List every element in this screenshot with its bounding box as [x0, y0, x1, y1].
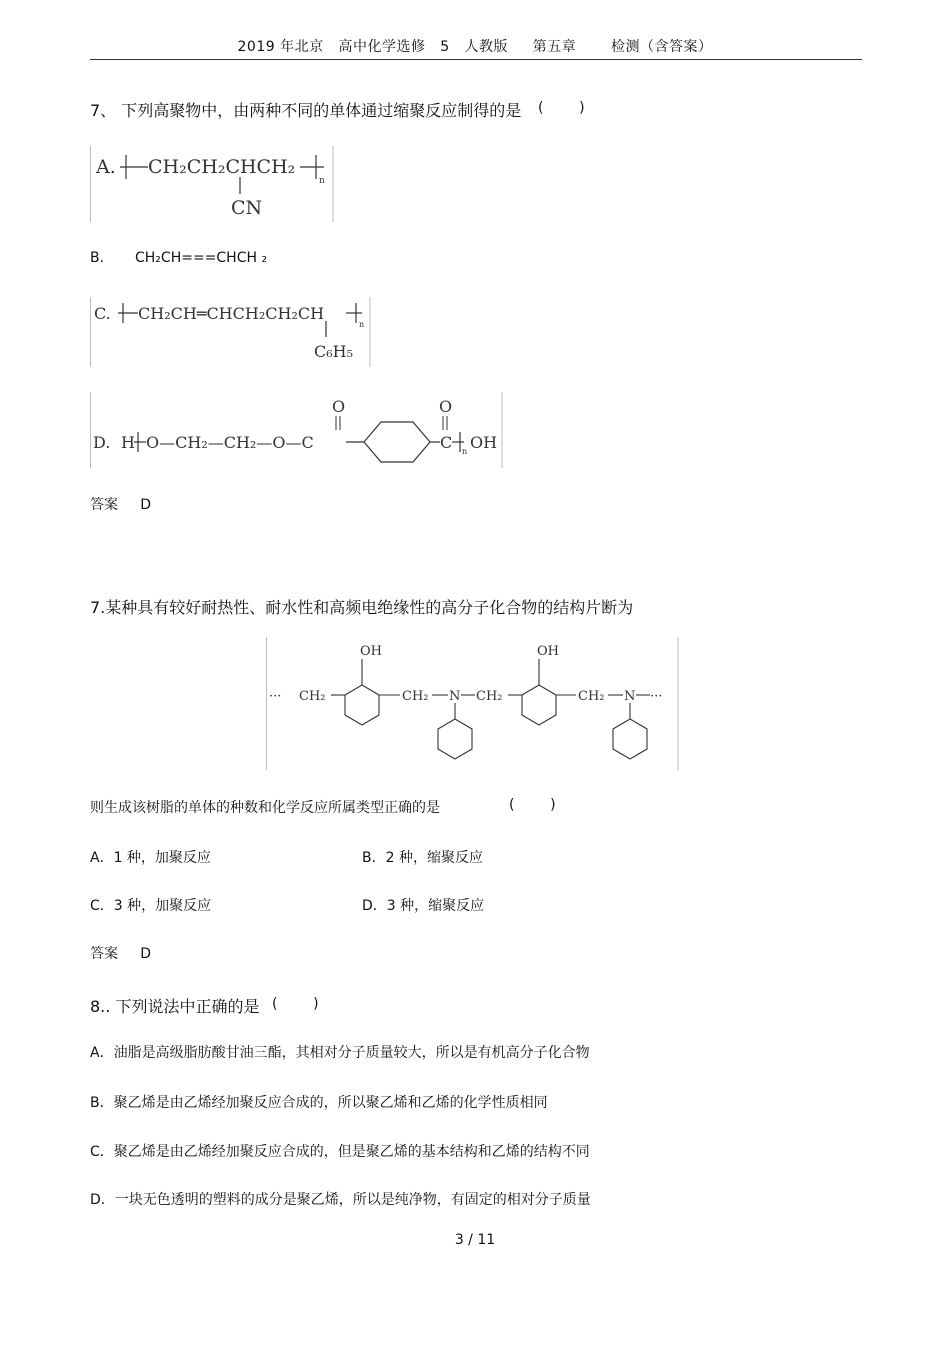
q7a-option-c-n: n: [359, 320, 365, 329]
dots-left: ···: [269, 689, 282, 704]
q7b-bracket: ( ): [509, 797, 556, 813]
aniline-ring-1: [438, 719, 472, 759]
q7a-option-c-structure: [90, 297, 372, 367]
q7a-answer: 答案 D: [90, 497, 152, 513]
q7a-bracket: ( ): [538, 100, 585, 116]
q7a-option-b-formula: CH₂CH===CHCH ₂: [135, 250, 268, 266]
q7a-option-a-formula: CH₂CH₂CHCH₂: [148, 156, 296, 178]
oh-label-1: OH: [360, 644, 382, 659]
q7a-option-d-o1: O: [332, 397, 346, 416]
q7a-option-a-label: A.: [96, 156, 116, 178]
aniline-ring-2: [613, 719, 647, 759]
q7a-option-d-chain: O—CH₂—CH₂—O—C: [146, 433, 314, 452]
q8-option-b: B．聚乙烯是由乙烯经加聚反应合成的，所以聚乙烯和乙烯的化学性质相同: [90, 1095, 548, 1111]
q8-option-a: A．油脂是高级脂肪酸甘油三酯，其相对分子质量较大，所以是有机高分子化合物: [90, 1045, 590, 1061]
page-header: 2019 年北京 高中化学选修 5 人教版 第五章 检测（含答案）: [237, 39, 713, 55]
q8-option-c: C．聚乙烯是由乙烯经加聚反应合成的，但是聚乙烯的基本结构和乙烯的结构不同: [90, 1144, 590, 1160]
q8-bracket: ( ): [272, 996, 319, 1012]
q7a-option-d-c2: C: [440, 433, 453, 452]
q7b-option-a: A．1 种，加聚反应: [90, 850, 211, 866]
q7a-stem: 7、 下列高聚物中，由两种不同的单体通过缩聚反应制得的是: [90, 101, 522, 120]
header-rule: [90, 59, 862, 60]
q7a-option-d-label: D.: [93, 433, 111, 452]
ch2-label-4: CH₂: [578, 689, 605, 704]
q7a-option-a-n: n: [319, 176, 325, 186]
q7a-option-d-structure: [90, 392, 504, 468]
q7a-option-c-sub: C₆H₅: [314, 342, 354, 361]
q8-stem: 8.. 下列说法中正确的是: [90, 997, 260, 1016]
q7a-option-d-n: n: [462, 447, 468, 456]
ch2-label-1: CH₂: [299, 689, 326, 704]
phenol-ring-2: [522, 685, 556, 725]
q7b-option-d: D．3 种，缩聚反应: [362, 898, 485, 914]
n-label-1: N: [449, 689, 461, 704]
q7b-question: 则生成该树脂的单体的种数和化学反应所属类型正确的是: [90, 800, 440, 816]
q7a-option-a-sub: CN: [231, 197, 263, 219]
q7a-option-d-o2: O: [439, 397, 453, 416]
n-label-2: N: [624, 689, 636, 704]
q7a-option-d-h: H: [121, 433, 135, 452]
q8-option-d: D．一块无色透明的塑料的成分是聚乙烯，所以是纯净物，有固定的相对分子质量: [90, 1192, 591, 1208]
q7a-option-b-label: B.: [90, 250, 105, 266]
ch2-label-2: CH₂: [402, 689, 429, 704]
q7a-option-a-structure: [90, 146, 335, 222]
benzene-ring: [364, 422, 430, 462]
q7b-answer: 答案 D: [90, 946, 152, 962]
oh-label-2: OH: [537, 644, 559, 659]
ch2-label-3: CH₂: [476, 689, 503, 704]
q7b-option-b: B．2 种，缩聚反应: [362, 850, 483, 866]
q7b-resin-structure: [265, 637, 681, 770]
q7a-option-c-formula: CH₂CH═CHCH₂CH₂CH: [138, 304, 325, 323]
q7b-option-c: C．3 种，加聚反应: [90, 898, 212, 914]
phenol-ring-1: [345, 685, 379, 725]
dots-right: ···: [650, 689, 663, 704]
q7a-option-d-oh: OH: [470, 433, 498, 452]
q7a-option-c-label: C.: [94, 304, 111, 323]
q7b-stem: 7.某种具有较好耐热性、耐水性和高频电绝缘性的高分子化合物的结构片断为: [90, 598, 634, 617]
page-number: 3 / 11: [454, 1232, 496, 1248]
